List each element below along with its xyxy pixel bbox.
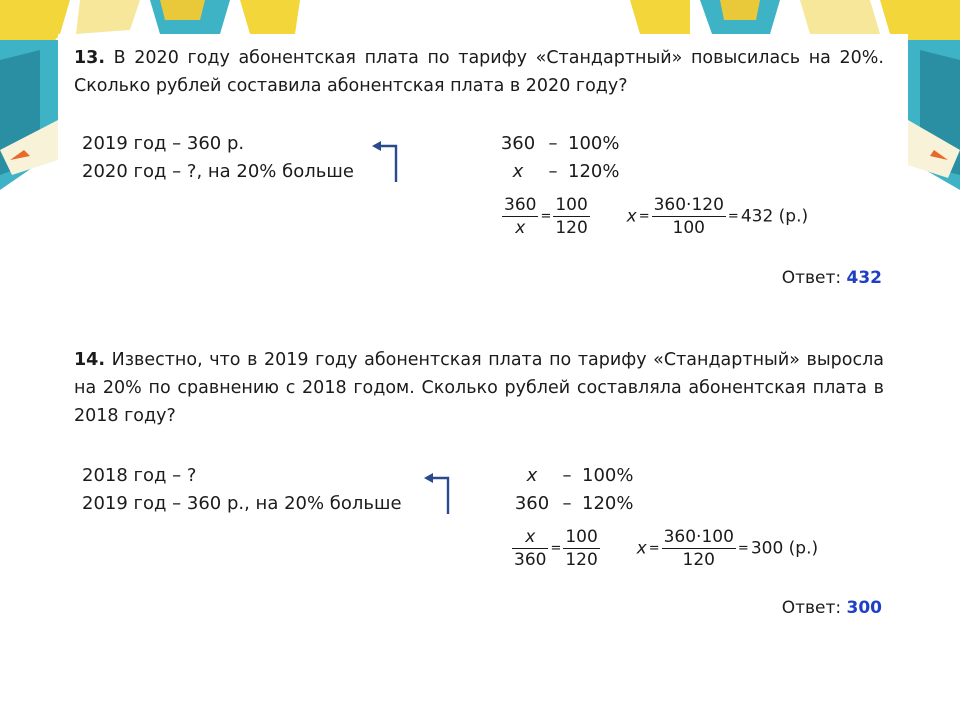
problem-13-given-line2: 2020 год – ?, на 20% больше <box>82 161 354 182</box>
proportion-row <box>498 130 619 158</box>
fraction <box>502 194 538 239</box>
fraction <box>652 194 726 239</box>
proportion-value: x <box>512 161 524 182</box>
fraction <box>512 526 548 571</box>
dash: – <box>562 465 572 486</box>
answer-label: Ответ: <box>781 268 842 288</box>
fraction <box>553 194 589 239</box>
problem-13-equation <box>502 194 808 239</box>
numerator: 360·100 <box>663 527 734 547</box>
proportion-row <box>512 490 633 518</box>
problem-13-given <box>82 130 354 186</box>
answer-value: 432 <box>846 268 882 288</box>
proportion-percent: 100% <box>568 133 620 154</box>
problem-13-text <box>74 44 884 100</box>
proportion-value: 360 <box>514 493 550 514</box>
problem-13-answer <box>782 268 882 288</box>
problem-14-given-line2: 2019 год – 360 р., на 20% больше <box>82 493 402 514</box>
problem-14-proportion <box>512 462 633 518</box>
equals-sign: = <box>550 541 562 556</box>
denominator: 100 <box>672 218 705 238</box>
equals-sign: = <box>540 209 552 224</box>
problem-14-text <box>74 346 884 430</box>
answer-label: Ответ: <box>781 598 842 618</box>
bracket-arrow-icon <box>422 470 454 514</box>
variable-x: x <box>626 206 637 227</box>
problem-13-number: 13. <box>74 48 106 68</box>
numerator: x <box>512 526 548 549</box>
problem-14-given <box>82 462 402 518</box>
equals-sign: = <box>648 541 660 556</box>
problem-13-statement: В 2020 году абонентская плата по тарифу «Стандартный» повысилась на 20%. Сколько рублей составила абонентская плата в 2020 году? <box>74 48 884 96</box>
proportion-value: x <box>526 465 538 486</box>
denominator: x <box>515 218 526 238</box>
equals-sign: = <box>638 209 650 224</box>
proportion-percent: 100% <box>582 465 634 486</box>
denominator: 120 <box>682 550 715 570</box>
result-value: 432 (р.) <box>740 206 809 227</box>
equals-sign: = <box>737 541 749 556</box>
problem-13-proportion <box>498 130 619 186</box>
problem-14-given-line1: 2018 год – ? <box>82 465 197 486</box>
fraction <box>662 526 736 571</box>
problem-14-statement: Известно, что в 2019 году абонентская плата по тарифу «Стандартный» выросла на 20% по сравнению с 2018 годом. Сколько рублей составляла абонентская плата в 2018 году? <box>74 350 884 426</box>
problem-13-given-line1: 2019 год – 360 р. <box>82 133 245 154</box>
denominator: 360 <box>514 550 547 570</box>
numerator: 100 <box>555 195 588 215</box>
dash: – <box>548 133 558 154</box>
proportion-percent: 120% <box>568 161 620 182</box>
numerator: 100 <box>565 527 598 547</box>
answer-value: 300 <box>846 598 882 618</box>
proportion-row <box>512 462 633 490</box>
denominator: 120 <box>555 218 588 238</box>
proportion-value: 360 <box>500 133 536 154</box>
numerator: 360 <box>504 195 537 215</box>
problem-14-answer <box>782 598 882 618</box>
numerator: 360·120 <box>653 195 724 215</box>
proportion-row <box>498 158 619 186</box>
slide-content <box>58 34 908 720</box>
dash: – <box>548 161 558 182</box>
denominator: 120 <box>565 550 598 570</box>
problem-14-equation <box>512 526 818 571</box>
result-value: 300 (р.) <box>750 538 819 559</box>
problem-14-number: 14. <box>74 350 106 370</box>
dash: – <box>562 493 572 514</box>
bracket-arrow-icon <box>370 138 402 182</box>
equals-sign: = <box>727 209 739 224</box>
proportion-percent: 120% <box>582 493 634 514</box>
fraction <box>563 526 599 571</box>
variable-x: x <box>636 538 647 559</box>
